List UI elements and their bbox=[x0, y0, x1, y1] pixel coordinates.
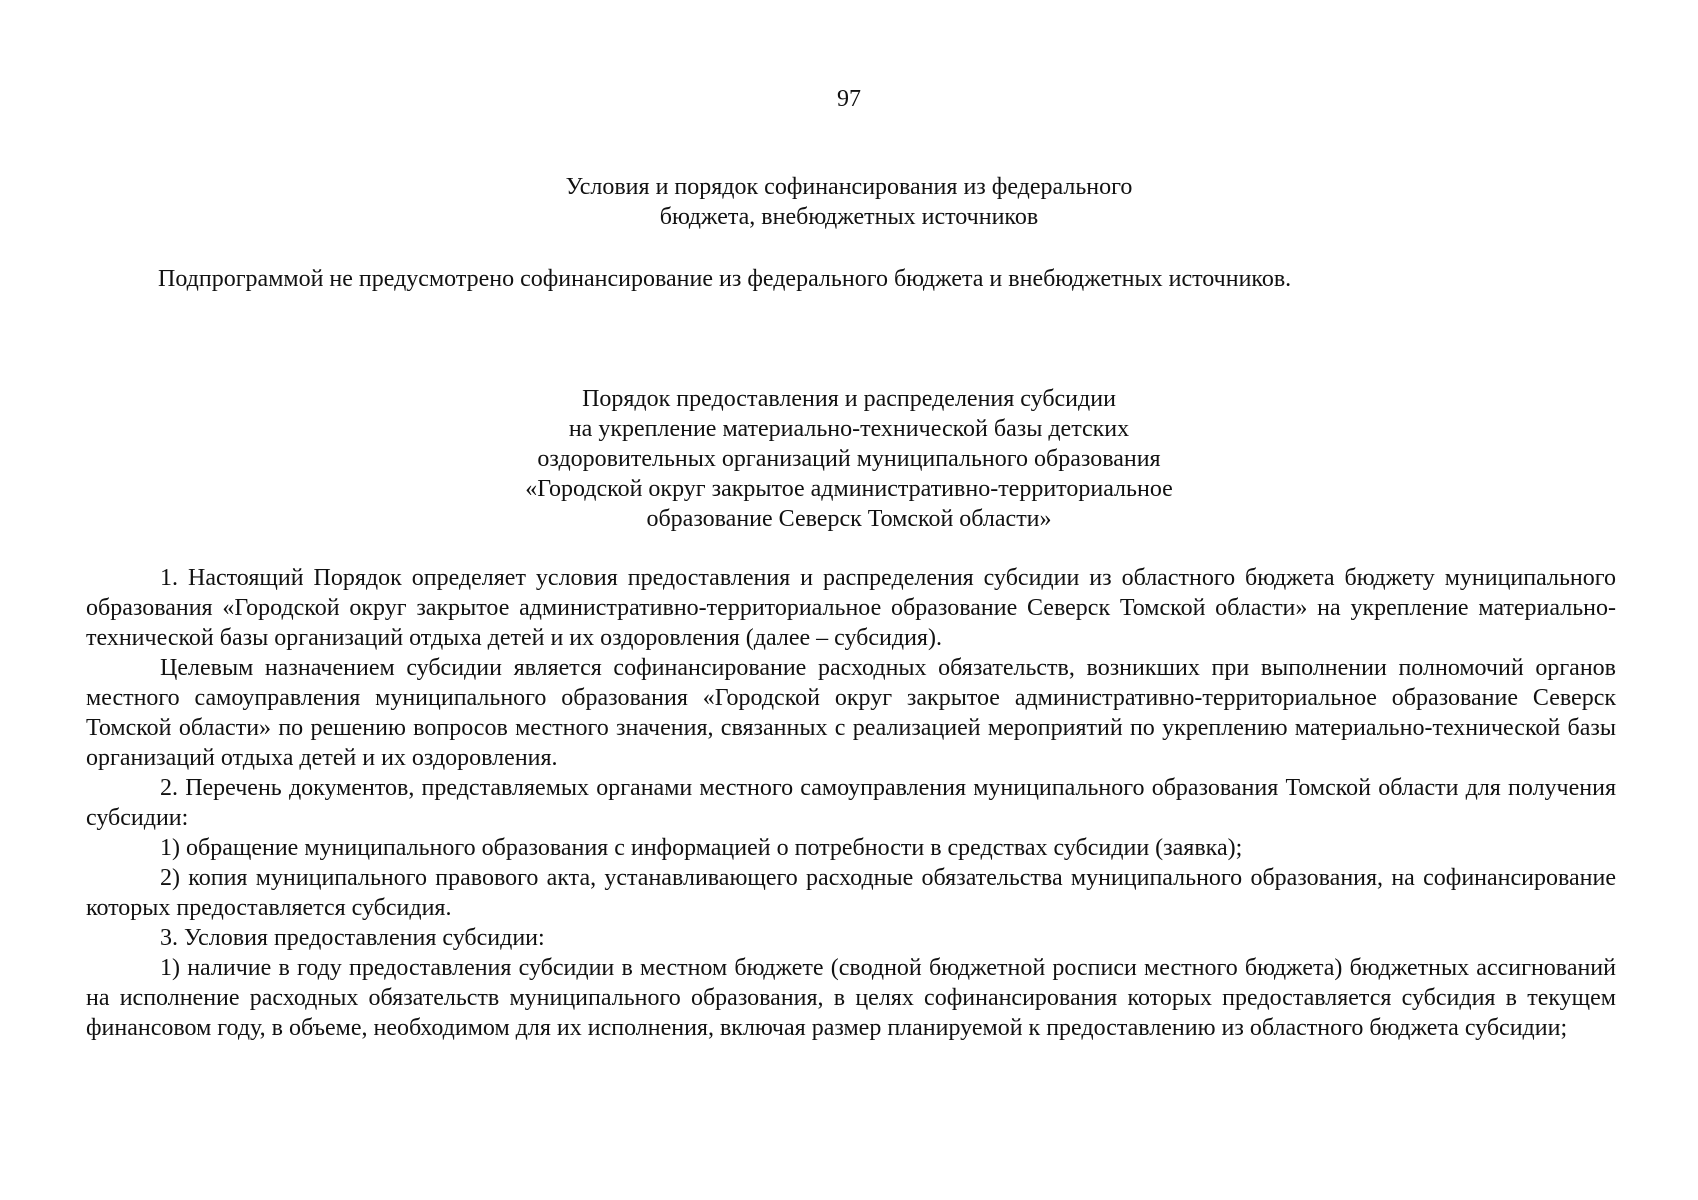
section-2-title-line: Порядок предоставления и распределения субсидии bbox=[582, 386, 1116, 412]
section-1-title-line: бюджета, внебюджетных источников bbox=[659, 204, 1039, 230]
section-2-title-line: образование Северск Томской области» bbox=[646, 506, 1052, 532]
section-2-title bbox=[0, 384, 1698, 534]
paragraph-3: 3. Условия предоставления субсидии: bbox=[160, 925, 545, 951]
section-2-title-line: «Городской округ закрытое административно-территориальное bbox=[525, 476, 1173, 502]
list-item-2-2: 2) копия муниципального правового акта, устанавливающего расходные обязательства муниципального образования, на софинансирование которых предоставляется субсидия. bbox=[86, 865, 1616, 921]
paragraph-purpose: Целевым назначением субсидии является софинансирование расходных обязательств, возникших при выполнении полномочий органов местного самоуправления муниципального образования «Городской округ закрытое административно-территориальное образование Северск Томской области» по решению вопросов местного значения, связанных с реализацией мероприятий по укреплению материально-технической базы организаций отдыха детей и их оздоровления. bbox=[86, 655, 1616, 771]
section-2-title-line: на укрепление материально-технической базы детских bbox=[568, 416, 1130, 442]
section-2-title-line: оздоровительных организаций муниципального образования bbox=[537, 446, 1161, 472]
section-2-body bbox=[86, 563, 1616, 1043]
list-item-3-1: 1) наличие в году предоставления субсидии в местном бюджете (сводной бюджетной росписи местного бюджета) бюджетных ассигнований на исполнение расходных обязательств муниципального образования, в целях софинансирования которых предоставляется субсидия в текущем финансовом году, в объеме, необходимом для их исполнения, включая размер планируемой к предоставлению из областного бюджета субсидии; bbox=[86, 955, 1616, 1041]
paragraph-2: 2. Перечень документов, представляемых органами местного самоуправления муниципального образования Томской области для получения субсидии: bbox=[86, 775, 1616, 831]
list-item-2-1: 1) обращение муниципального образования с информацией о потребности в средствах субсидии (заявка); bbox=[160, 835, 1243, 861]
section-1-title bbox=[0, 172, 1698, 232]
section-1-title-line: Условия и порядок софинансирования из федерального bbox=[565, 174, 1133, 200]
section-1-text: Подпрограммой не предусмотрено софинансирование из федерального бюджета и внебюджетных источников. bbox=[158, 266, 1292, 292]
page-number: 97 bbox=[837, 86, 861, 112]
paragraph-1: 1. Настоящий Порядок определяет условия предоставления и распределения субсидии из областного бюджета бюджету муниципального образования «Городской округ закрытое административно-территориальное образование Северск Томской области» на укрепление материально-технической базы организаций отдыха детей и их оздоровления (далее – субсидия). bbox=[86, 565, 1616, 651]
